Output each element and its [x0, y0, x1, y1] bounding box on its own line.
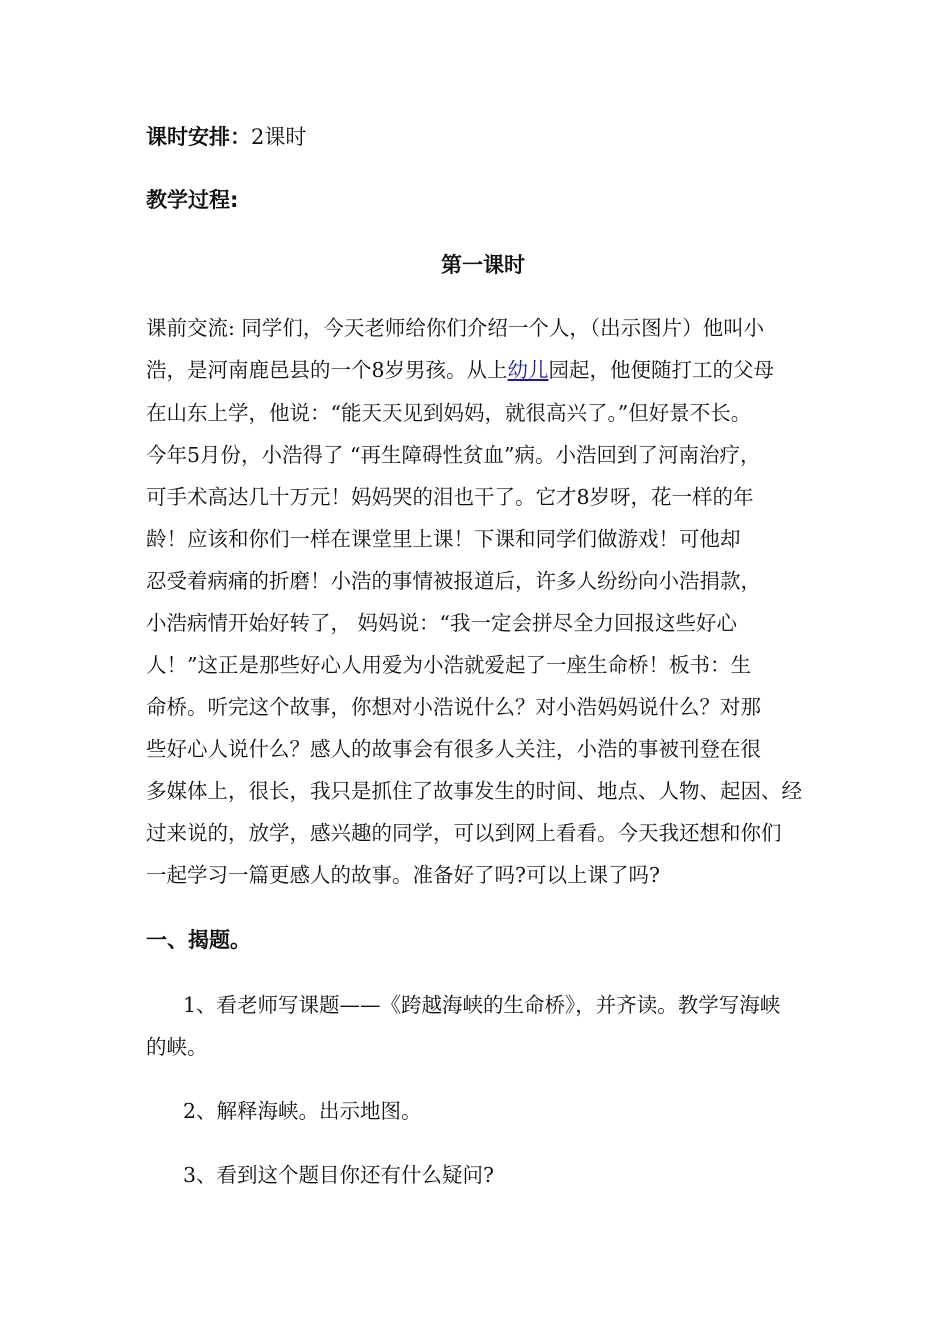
- schedule-label: 课时安排：: [146, 125, 251, 149]
- intro-line-3: 在山东上学，他说：“能天天见到妈妈，就很高兴了。”但好景不长。: [146, 401, 752, 425]
- intro-line-1: 课前交流: 同学们，今天老师给你们介绍一个人，（出示图片）他叫小: [146, 316, 765, 340]
- intro-line-2-after: 园起，他便随打工的父母: [548, 358, 775, 382]
- intro-line-6: 龄！应该和你们一样在课堂里上课！下课和同学们做游戏！可他却: [146, 527, 741, 551]
- kindergarten-link[interactable]: 幼儿: [507, 358, 549, 382]
- intro-line-13: 过来说的，放学，感兴趣的同学，可以到网上看看。今天我还想和你们: [146, 821, 782, 845]
- intro-line-10: 命桥。听完这个故事，你想对小浩说什么？对小浩妈妈说什么？对那: [146, 695, 761, 719]
- intro-line-8: 小浩病情开始好转了， 妈妈说：“我一定会拼尽全力回报这些好心: [146, 611, 737, 635]
- process-label: 教学过程:: [146, 188, 239, 212]
- intro-line-12: 多媒体上，很长，我只是抓住了故事发生的时间、地点、人物、起因、经: [146, 779, 802, 803]
- section-1-item-3: 3、看到这个题目你还有什么疑问?: [183, 1163, 495, 1187]
- section-1-item-1-line-2: 的峡。: [146, 1035, 208, 1059]
- intro-line-2: [146, 355, 820, 385]
- intro-line-2-before: 浩，是河南鹿邑县的一个8岁男孩。从上: [146, 358, 508, 382]
- intro-line-14: 一起学习一篇更感人的故事。准备好了吗?可以上课了吗?: [146, 863, 660, 887]
- intro-line-4: 今年5月份，小浩得了 “再生障碍性贫血”病。小浩回到了河南治疗，: [146, 443, 761, 467]
- intro-line-5: 可手术高达几十万元！妈妈哭的泪也干了。它才8岁呀，花一样的年: [146, 485, 754, 509]
- lesson-title: 第一课时: [441, 253, 525, 277]
- section-1-title: 一、揭题。: [146, 928, 251, 952]
- intro-line-11: 些好心人说什么？感人的故事会有很多人关注，小浩的事被刊登在很: [146, 737, 761, 761]
- intro-line-7: 忍受着病痛的折磨！小浩的事情被报道后，许多人纷纷向小浩捐款，: [146, 569, 761, 593]
- schedule-value: 2课时: [251, 125, 307, 149]
- section-1-item-2: 2、解释海峡。出示地图。: [183, 1099, 422, 1123]
- section-1-item-1-line-1: 1、看老师写课题——《跨越海峡的生命桥》，并齐读。教学写海峡: [183, 993, 781, 1017]
- intro-line-9: 人！”这正是那些好心人用爱为小浩就爱起了一座生命桥！板书：生: [146, 653, 751, 677]
- schedule-line: [146, 122, 306, 152]
